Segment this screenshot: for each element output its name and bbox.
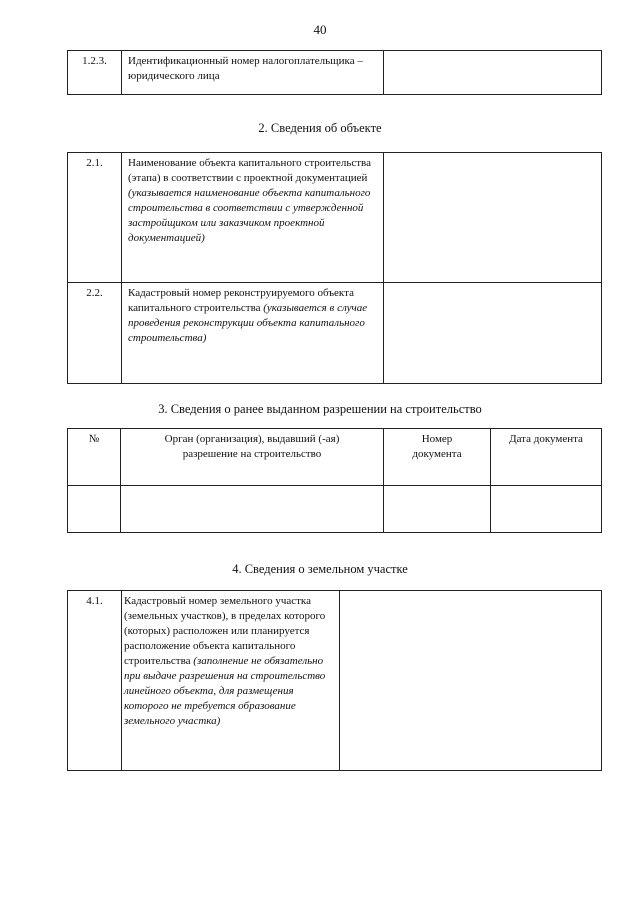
object-table xyxy=(67,152,602,384)
row-label-text: Кадастровый номер земельного участка (земельных участков), в пределах которого (которых) расположен или планируется расположение объекта капитального строительства xyxy=(124,595,326,667)
section-4-title: 4. Сведения о земельном участке xyxy=(232,562,408,576)
permit-table xyxy=(67,428,602,533)
row-number: 4.1. xyxy=(68,591,122,771)
col-header-doc-date: Дата документа xyxy=(491,429,602,486)
row-value-field[interactable] xyxy=(384,283,602,384)
table-row xyxy=(68,591,602,771)
table-row xyxy=(68,486,602,533)
table-row xyxy=(68,51,602,95)
cell-doc-number[interactable] xyxy=(384,486,491,533)
applicant-table xyxy=(67,50,602,95)
row-label-text: Кадастровый номер реконструируемого объекта капитального строительства xyxy=(128,287,354,314)
row-label xyxy=(122,51,384,95)
col-header-number: № xyxy=(68,429,121,486)
row-number: 2.2. xyxy=(68,283,122,384)
cell-number[interactable] xyxy=(68,486,121,533)
col-header-authority: Орган (организация), выдавший (-ая) разрешение на строительство xyxy=(121,429,384,486)
row-note: (указывается наименование объекта капитального строительства в соответствии с утвержденной застройщиком или заказчиком проектной документацией) xyxy=(128,187,371,244)
row-note: (указывается в случае проведения реконструкции объекта капитального строительства) xyxy=(128,302,368,344)
section-3-title: 3. Сведения о ранее выданном разрешении на строительство xyxy=(158,402,482,416)
row-label-text: Идентификационный номер налогоплательщика – юридического лица xyxy=(128,55,363,82)
row-label xyxy=(122,153,384,283)
row-value-field[interactable] xyxy=(384,153,602,283)
row-number: 2.1. xyxy=(68,153,122,283)
land-table xyxy=(67,590,602,771)
row-label xyxy=(122,591,340,771)
row-note: (заполнение не обязательно при выдаче разрешения на строительство линейного объекта, для размещения которого не требуется образование земельного участка) xyxy=(124,655,326,727)
table-row xyxy=(68,153,602,283)
cell-doc-date[interactable] xyxy=(491,486,602,533)
table-row xyxy=(68,283,602,384)
table-header-row xyxy=(68,429,602,486)
row-label xyxy=(122,283,384,384)
col-header-doc-number: Номер документа xyxy=(384,429,491,486)
cell-authority[interactable] xyxy=(121,486,384,533)
row-number: 1.2.3. xyxy=(68,51,122,95)
row-value-field[interactable] xyxy=(384,51,602,95)
page-number: 40 xyxy=(313,22,327,37)
section-2-title: 2. Сведения об объекте xyxy=(258,121,382,135)
row-label-text: Наименование объекта капитального строительства (этапа) в соответствии с проектной документацией xyxy=(128,157,371,184)
row-value-field[interactable] xyxy=(340,591,602,771)
